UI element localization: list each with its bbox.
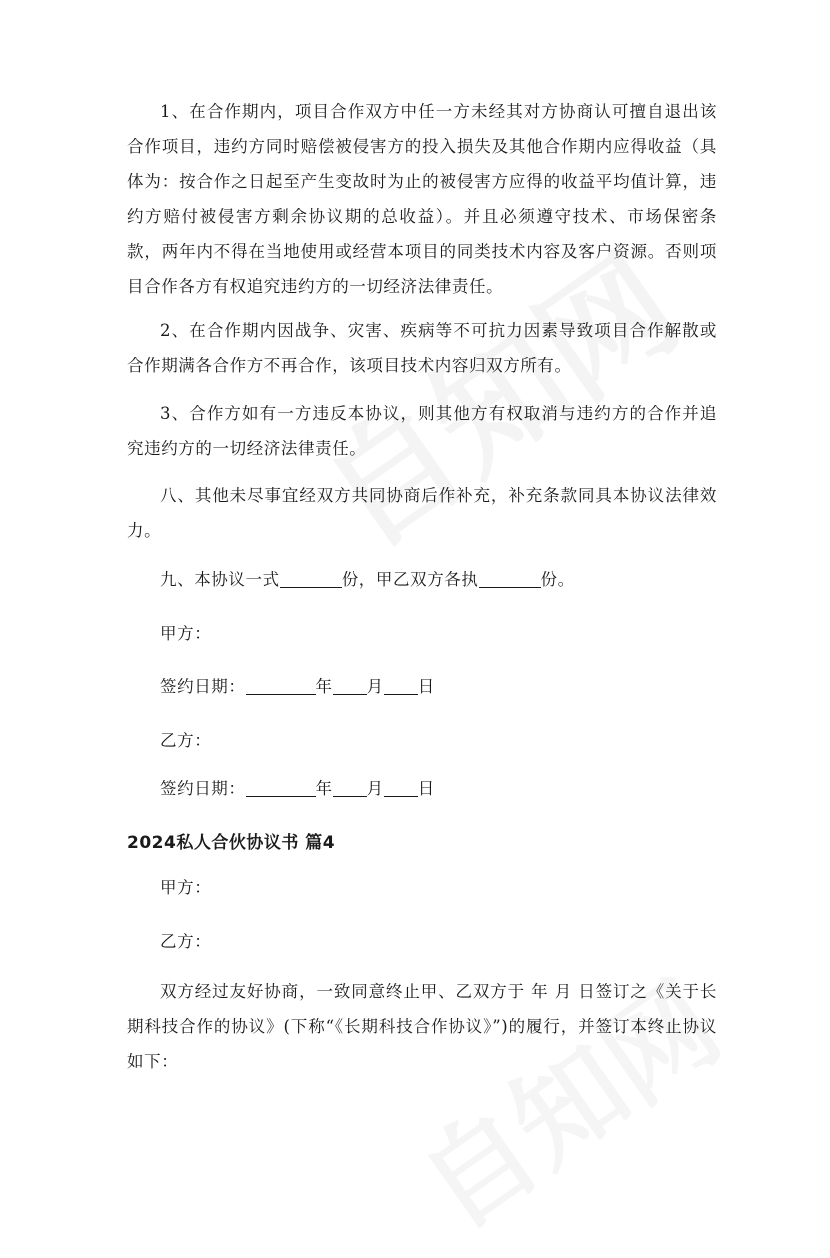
copies-blank xyxy=(280,569,342,588)
year-label: 年 xyxy=(315,677,333,696)
clause-9-text-a: 九、本协议一式 xyxy=(160,570,280,589)
sign-date-label: 签约日期： xyxy=(160,677,246,696)
clause-1: 1、在合作期内，项目合作双方中任一方未经其对方协商认可擅自退出该合作项目，违约方同时赔偿被侵害方的投入损失及其他合作期内应得收益（具体为：按合作之日起至产生变故时为止的被侵害方应得的收益平均值计算，违约方赔付被侵害方剩余协议期的总收益）。并且必须遵守技术、市场保密条款，两年内不得在当地使用或经营本项目的同类技术内容及客户资源。否则项目合作各方有权追究违约方的一切经济法律责任。 xyxy=(127,102,717,296)
sign-date-a xyxy=(160,669,435,704)
clause-9-text-b: 份，甲乙双方各执 xyxy=(341,570,479,589)
month-blank xyxy=(333,778,367,797)
party-b-label: 乙方： xyxy=(160,731,212,750)
day-blank xyxy=(384,676,418,695)
year-label: 年 xyxy=(315,779,333,798)
sign-date-b xyxy=(160,771,435,806)
party-a-label-2: 甲方： xyxy=(160,878,212,897)
each-copies-blank xyxy=(479,569,541,588)
termination-intro: 双方经过友好协商，一致同意终止甲、乙双方于 年 月 日签订之《关于长期科技合作的协议》(下称“《长期科技合作协议》”)的履行，并签订本终止协议如下： xyxy=(127,982,717,1071)
month-label: 月 xyxy=(366,779,384,798)
section-heading: 2024私人合伙协议书 篇4 xyxy=(127,833,336,853)
year-blank xyxy=(246,676,316,695)
sign-date-label: 签约日期： xyxy=(160,779,246,798)
day-blank xyxy=(384,778,418,797)
party-a-label: 甲方： xyxy=(160,624,212,643)
month-blank xyxy=(333,676,367,695)
party-b-label-2: 乙方： xyxy=(160,932,212,951)
day-label: 日 xyxy=(417,779,435,798)
clause-8: 八、其他未尽事宜经双方共同协商后作补充，补充条款同具本协议法律效力。 xyxy=(127,486,717,540)
clause-3: 3、合作方如有一方违反本协议，则其他方有权取消与违约方的合作并追究违约方的一切经济法律责任。 xyxy=(127,404,717,458)
year-blank xyxy=(246,778,316,797)
month-label: 月 xyxy=(366,677,384,696)
clause-9 xyxy=(160,562,575,597)
day-label: 日 xyxy=(417,677,435,696)
clause-2: 2、在合作期内因战争、灾害、疾病等不可抗力因素导致项目合作解散或合作期满各合作方不再合作，该项目技术内容归双方所有。 xyxy=(127,321,717,375)
clause-9-text-c: 份。 xyxy=(540,570,575,589)
